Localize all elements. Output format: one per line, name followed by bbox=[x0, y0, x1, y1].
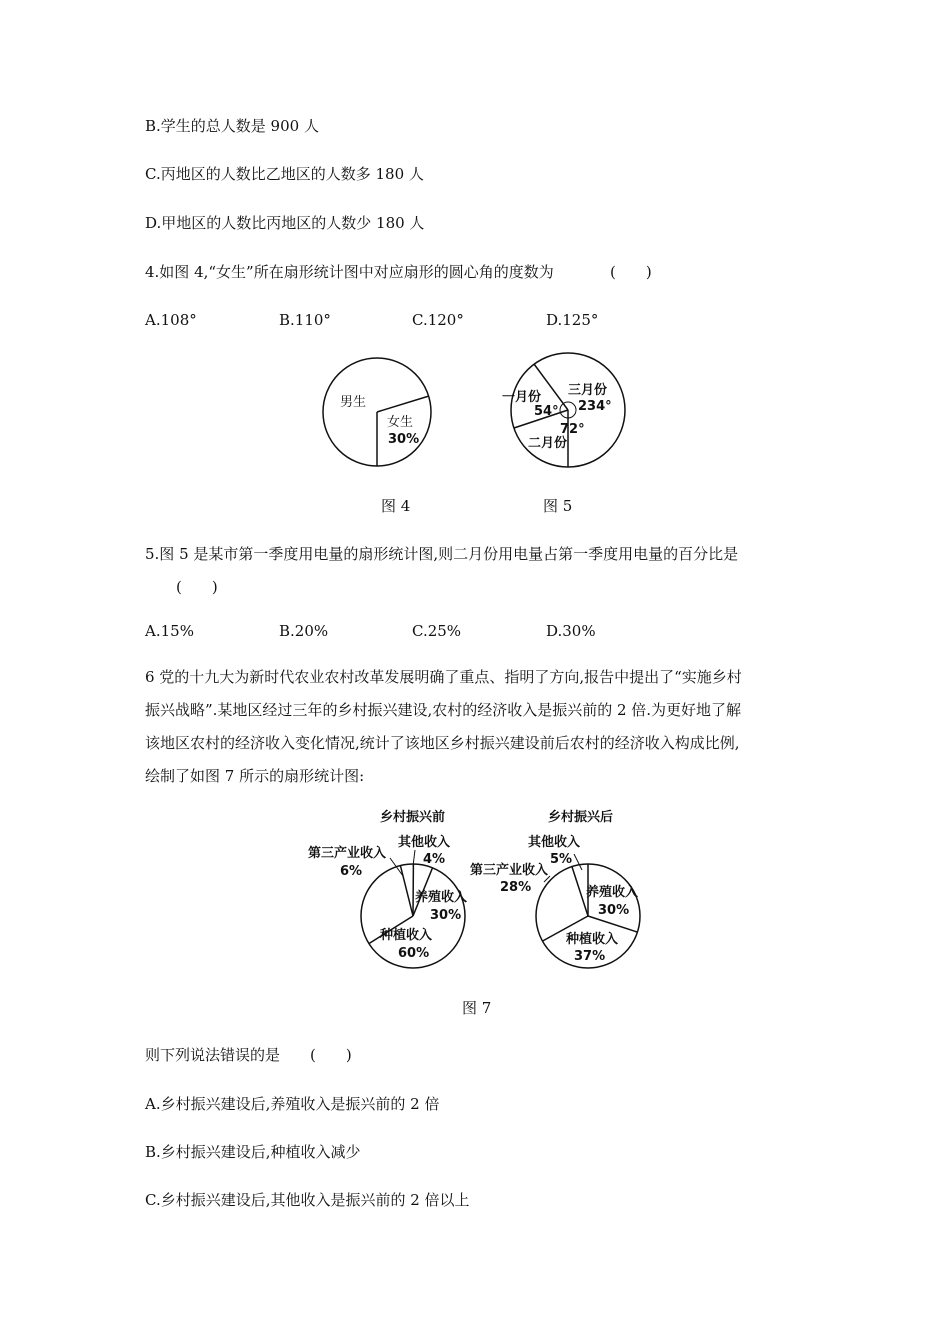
option-4b: B.110° bbox=[279, 311, 331, 329]
fig5-feb-label: 二月份 bbox=[528, 436, 568, 451]
figure-7-before-pie bbox=[300, 806, 480, 976]
fig7-after-other-pct: 5% bbox=[550, 852, 573, 867]
fig7-after-planting-label: 种植收入 bbox=[566, 932, 619, 947]
option-5a: A.15% bbox=[145, 622, 194, 640]
fig7-after-planting-pct: 37% bbox=[574, 949, 606, 964]
figure-5-pie-chart bbox=[502, 352, 630, 470]
fig7-before-breeding-label: 养殖收入 bbox=[415, 890, 468, 905]
figure-5-caption: 图 5 bbox=[543, 497, 573, 515]
question-6-line-2: 振兴战略”.某地区经过三年的乡村振兴建设,农村的经济收入是振兴前的 2 倍.为更好地了解 bbox=[145, 701, 742, 719]
fig7-before-tertiary-label: 第三产业收入 bbox=[308, 846, 387, 861]
option-4a: A.108° bbox=[145, 311, 197, 329]
option-6a: A.乡村振兴建设后,养殖收入是振兴前的 2 倍 bbox=[145, 1095, 440, 1113]
fig7-after-title: 乡村振兴后 bbox=[548, 810, 614, 825]
fig7-after-tertiary-label: 第三产业收入 bbox=[470, 863, 549, 878]
figure-4-pie-chart bbox=[322, 356, 432, 468]
fig7-after-breeding-label: 养殖收入 bbox=[586, 885, 639, 900]
fig7-after-breeding-pct: 30% bbox=[598, 903, 630, 918]
fig5-feb-angle: 72° bbox=[560, 422, 585, 437]
question-4-stem: 4.如图 4,“女生”所在扇形统计图中对应扇形的圆心角的度数为 bbox=[145, 263, 554, 281]
option-6b: B.乡村振兴建设后,种植收入减少 bbox=[145, 1143, 361, 1161]
question-6-answer-blank: ( ) bbox=[310, 1046, 352, 1064]
fig7-after-other-label: 其他收入 bbox=[528, 835, 581, 850]
fig7-after-other-leader bbox=[574, 854, 582, 870]
option-3d: D.甲地区的人数比丙地区的人数少 180 人 bbox=[145, 214, 425, 232]
option-3b: B.学生的总人数是 900 人 bbox=[145, 117, 319, 135]
fig4-girls-pct: 30% bbox=[388, 432, 420, 447]
option-5c: C.25% bbox=[412, 622, 462, 640]
question-4-answer-blank: ( ) bbox=[610, 263, 652, 281]
fig7-after-tertiary-pct: 28% bbox=[500, 880, 532, 895]
fig4-girls-label: 女生 bbox=[387, 415, 414, 430]
option-4d: D.125° bbox=[546, 311, 599, 329]
fig7-before-title: 乡村振兴前 bbox=[380, 810, 446, 825]
b-radii-boundary-0 bbox=[400, 866, 413, 917]
question-5-stem: 5.图 5 是某市第一季度用电量的扇形统计图,则二月份用电量占第一季度用电量的百分比是 bbox=[145, 545, 739, 563]
question-5-answer-blank: ( ) bbox=[176, 578, 218, 596]
fig4-boys-label: 男生 bbox=[340, 395, 367, 410]
fig5-jan-angle: 54° bbox=[534, 404, 559, 419]
fig7-before-breeding-pct: 30% bbox=[430, 908, 462, 923]
question-6-line-4: 绘制了如图 7 所示的扇形统计图: bbox=[145, 767, 365, 785]
question-6-line-1: 6 党的十九大为新时代农业农村改革发展明确了重点、指明了方向,报告中提出了“实施乡村 bbox=[145, 668, 742, 686]
fig5-jan-label: 一月份 bbox=[502, 390, 542, 405]
question-6-ask: 则下列说法错误的是 bbox=[145, 1046, 281, 1064]
fig7-before-other-pct: 4% bbox=[423, 852, 446, 867]
figure-7-caption: 图 7 bbox=[462, 999, 492, 1017]
fig5-mar-label: 三月份 bbox=[568, 383, 608, 398]
option-5b: B.20% bbox=[279, 622, 329, 640]
question-6-line-3: 该地区农村的经济收入变化情况,统计了该地区乡村振兴建设前后农村的经济收入构成比例, bbox=[145, 734, 740, 752]
option-6c: C.乡村振兴建设后,其他收入是振兴前的 2 倍以上 bbox=[145, 1191, 470, 1209]
figure-4-caption: 图 4 bbox=[381, 497, 411, 515]
option-5d: D.30% bbox=[546, 622, 596, 640]
fig7-before-tertiary-pct: 6% bbox=[340, 864, 363, 879]
option-3c: C.丙地区的人数比乙地区的人数多 180 人 bbox=[145, 165, 424, 183]
fig7-before-other-label: 其他收入 bbox=[398, 835, 451, 850]
figure-7-after-pie bbox=[470, 806, 660, 976]
option-4c: C.120° bbox=[412, 311, 464, 329]
fig4-radius-girls bbox=[377, 396, 429, 412]
fig5-mar-angle: 234° bbox=[578, 399, 612, 414]
fig7-before-planting-pct: 60% bbox=[398, 946, 430, 961]
fig7-before-planting-label: 种植收入 bbox=[380, 928, 433, 943]
a-radii-boundary-1 bbox=[588, 916, 638, 932]
